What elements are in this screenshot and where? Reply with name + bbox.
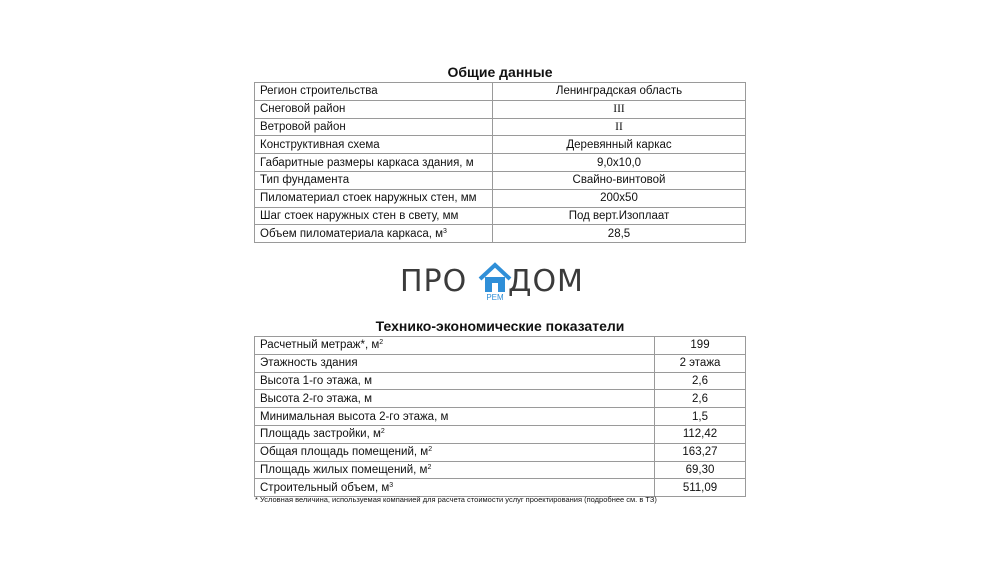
general-data-table	[254, 82, 746, 243]
row-value: Деревянный каркас	[493, 136, 746, 154]
row-value: 1,5	[655, 408, 746, 426]
table-row	[255, 408, 746, 426]
row-label: Площадь жилых помещений, $м^2$	[255, 461, 655, 479]
row-label: Площадь застройки, $м^2$	[255, 425, 655, 443]
table-row	[255, 100, 746, 118]
row-value: 2,6	[655, 372, 746, 390]
unit-superscript: 3	[389, 481, 394, 489]
general-data-title: Общие данные	[447, 64, 553, 80]
table-row	[255, 189, 746, 207]
unit-superscript: 2	[428, 446, 433, 454]
company-logo	[400, 262, 600, 302]
table-row	[255, 479, 746, 497]
row-value: 200х50	[493, 189, 746, 207]
row-label: Минимальная высота 2-го этажа, м	[255, 408, 655, 426]
row-value: 112,42	[655, 425, 746, 443]
table-row	[255, 225, 746, 243]
row-value: 2 этажа	[655, 354, 746, 372]
row-label: Габаритные размеры каркаса здания, м	[255, 154, 493, 172]
unit-superscript: 2	[379, 339, 384, 347]
unit-superscript: 3	[443, 227, 447, 235]
row-label: Конструктивная схема	[255, 136, 493, 154]
row-value: Свайно-винтовой	[493, 171, 746, 189]
row-label: Ветровой район	[255, 118, 493, 136]
row-label: Пиломатериал стоек наружных стен, мм	[255, 189, 493, 207]
logo-badge-text: РЕМ	[486, 293, 504, 302]
tech-indicators-table	[254, 336, 746, 497]
table-row	[255, 425, 746, 443]
table-row	[255, 207, 746, 225]
table-row	[255, 372, 746, 390]
table-row	[255, 461, 746, 479]
row-label: Объем пиломатериала каркаса, $м^3$	[255, 225, 493, 243]
row-label: Высота 1-го этажа, м	[255, 372, 655, 390]
row-label: Строительный объем, $м^3$	[255, 479, 655, 497]
row-value: Ленинградская область	[493, 83, 746, 101]
row-value: Под верт.Изоплаат	[493, 207, 746, 225]
row-label: Тип фундамента	[255, 171, 493, 189]
logo-right-text: ДОМ	[508, 264, 584, 299]
row-value: II	[493, 118, 746, 136]
table-row	[255, 118, 746, 136]
row-value: 2,6	[655, 390, 746, 408]
row-label: Снеговой район	[255, 100, 493, 118]
row-label: Общая площадь помещений, $м^2$	[255, 443, 655, 461]
footnote: * Условная величина, используемая компанией для расчета стоимости услуг проектирования (подробнее см. в ТЗ)	[255, 495, 657, 504]
logo-left-text: ПРО	[400, 264, 468, 299]
table-row	[255, 354, 746, 372]
row-value: 9,0х10,0	[493, 154, 746, 172]
row-value: 199	[655, 337, 746, 355]
table-row	[255, 136, 746, 154]
row-label: Шаг стоек наружных стен в свету, мм	[255, 207, 493, 225]
row-label: Регион строительства	[255, 83, 493, 101]
row-value: 511,09	[655, 479, 746, 497]
table-row	[255, 337, 746, 355]
table-row	[255, 171, 746, 189]
row-label: Этажность здания	[255, 354, 655, 372]
unit-superscript: 2	[427, 463, 432, 471]
row-value: 69,30	[655, 461, 746, 479]
row-label: Расчетный метраж*, $м^2$	[255, 337, 655, 355]
unit-superscript: 2	[380, 428, 385, 436]
table-row	[255, 390, 746, 408]
row-value: III	[493, 100, 746, 118]
table-row	[255, 83, 746, 101]
row-value: 163,27	[655, 443, 746, 461]
table-row	[255, 154, 746, 172]
tech-indicators-title: Технико-экономические показатели	[375, 318, 625, 334]
table-row	[255, 443, 746, 461]
row-label: Высота 2-го этажа, м	[255, 390, 655, 408]
row-value: 28,5	[493, 225, 746, 243]
